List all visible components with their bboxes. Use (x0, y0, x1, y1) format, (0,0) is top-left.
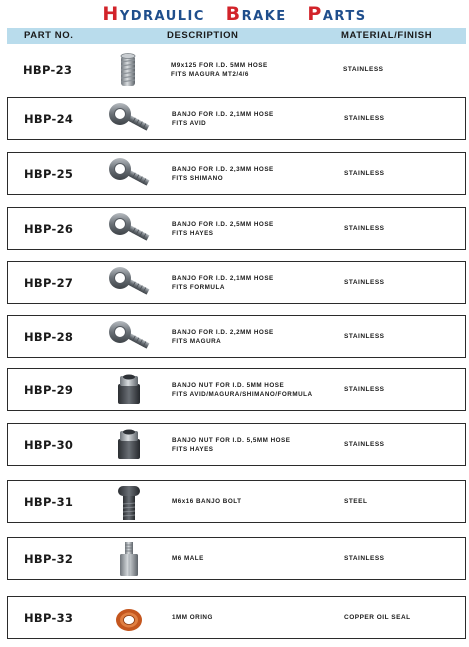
part-description (172, 208, 274, 249)
title-word-1: HYDRAULIC (102, 3, 205, 25)
part-material: STAINLESS (344, 115, 385, 122)
banjo-nut-icon (104, 425, 154, 465)
description-line-1: M9x125 FOR I.D. 5MM HOSE (171, 61, 268, 69)
banjo-fitting-icon (104, 263, 154, 303)
table-row (7, 480, 466, 523)
table-row (7, 315, 466, 358)
part-material: STEEL (344, 498, 368, 505)
part-material: STAINLESS (343, 66, 384, 73)
part-description (172, 98, 274, 139)
part-material: STAINLESS (344, 170, 385, 177)
table-row (7, 261, 466, 304)
part-number: HBP-24 (24, 111, 74, 126)
part-description (172, 424, 290, 465)
description-line-1: BANJO FOR I.D. 2,1MM HOSE (172, 274, 274, 282)
part-description (172, 369, 313, 410)
table-row (7, 596, 466, 639)
part-number: HBP-33 (24, 610, 74, 625)
banjo-fitting-icon (104, 99, 154, 139)
part-number: HBP-27 (24, 275, 74, 290)
part-description (172, 153, 274, 194)
banjo-fitting-icon (104, 154, 154, 194)
table-row (7, 368, 466, 411)
description-line-2: FITS SHIMANO (172, 174, 224, 182)
table-row (7, 97, 466, 140)
description-line-2: FITS FORMULA (172, 283, 225, 291)
part-number: HBP-25 (24, 166, 74, 181)
title-word-3: PARTS (307, 3, 367, 25)
banjo-bolt-icon (104, 482, 154, 522)
part-description (172, 597, 213, 638)
part-number: HBP-26 (24, 221, 74, 236)
description-line-2: FITS AVID (172, 119, 207, 127)
part-number: HBP-31 (24, 494, 74, 509)
description-line-1: BANJO FOR I.D. 2,1MM HOSE (172, 110, 274, 118)
part-material: STAINLESS (344, 225, 385, 232)
page-title (0, 3, 469, 25)
table-row (7, 49, 464, 90)
male-fitting-icon (104, 539, 154, 579)
table-row (7, 423, 466, 466)
table-row (7, 537, 466, 580)
part-description (172, 262, 274, 303)
part-number: HBP-28 (24, 329, 74, 344)
part-material: COPPER OIL SEAL (344, 614, 411, 621)
description-line-1: BANJO FOR I.D. 2,5MM HOSE (172, 220, 274, 228)
title-word-2: BRAKE (225, 3, 287, 25)
part-material: STAINLESS (344, 386, 385, 393)
header-description: DESCRIPTION (167, 30, 239, 41)
description-line-2: FITS MAGURA (172, 337, 222, 345)
part-description (172, 538, 204, 579)
table-row (7, 152, 466, 195)
description-line-1: 1MM ORING (172, 614, 213, 621)
description-line-2: FITS MAGURA MT2/4/6 (171, 70, 249, 78)
table-row (7, 207, 466, 250)
header-part-no: PART NO. (24, 30, 74, 41)
banjo-fitting-icon (104, 209, 154, 249)
description-line-1: BANJO NUT FOR I.D. 5MM HOSE (172, 381, 285, 389)
description-line-2: FITS HAYES (172, 445, 214, 453)
part-number: HBP-29 (24, 382, 74, 397)
part-description (172, 316, 274, 357)
part-description (171, 49, 268, 90)
banjo-fitting-icon (104, 317, 154, 357)
description-line-1: BANJO NUT FOR I.D. 5,5MM HOSE (172, 436, 291, 444)
banjo-nut-icon (104, 370, 154, 410)
part-material: STAINLESS (344, 555, 385, 562)
table-header (7, 28, 466, 44)
o-ring-icon (104, 598, 154, 638)
part-number: HBP-32 (24, 551, 74, 566)
description-line-1: BANJO FOR I.D. 2,2MM HOSE (172, 328, 274, 336)
part-material: STAINLESS (344, 333, 385, 340)
part-description (172, 481, 241, 522)
description-line-2: FITS AVID/MAGURA/SHIMANO/FORMULA (172, 390, 313, 398)
header-material: MATERIAL/FINISH (341, 30, 433, 41)
part-material: STAINLESS (344, 279, 385, 286)
part-material: STAINLESS (344, 441, 385, 448)
description-line-2: FITS HAYES (172, 229, 214, 237)
description-line-1: M6 MALE (172, 555, 204, 562)
part-number: HBP-23 (23, 62, 73, 77)
part-number: HBP-30 (24, 437, 74, 452)
description-line-1: M6x16 BANJO BOLT (172, 498, 242, 505)
description-line-1: BANJO FOR I.D. 2,3MM HOSE (172, 165, 274, 173)
hose-insert-icon (103, 50, 153, 90)
